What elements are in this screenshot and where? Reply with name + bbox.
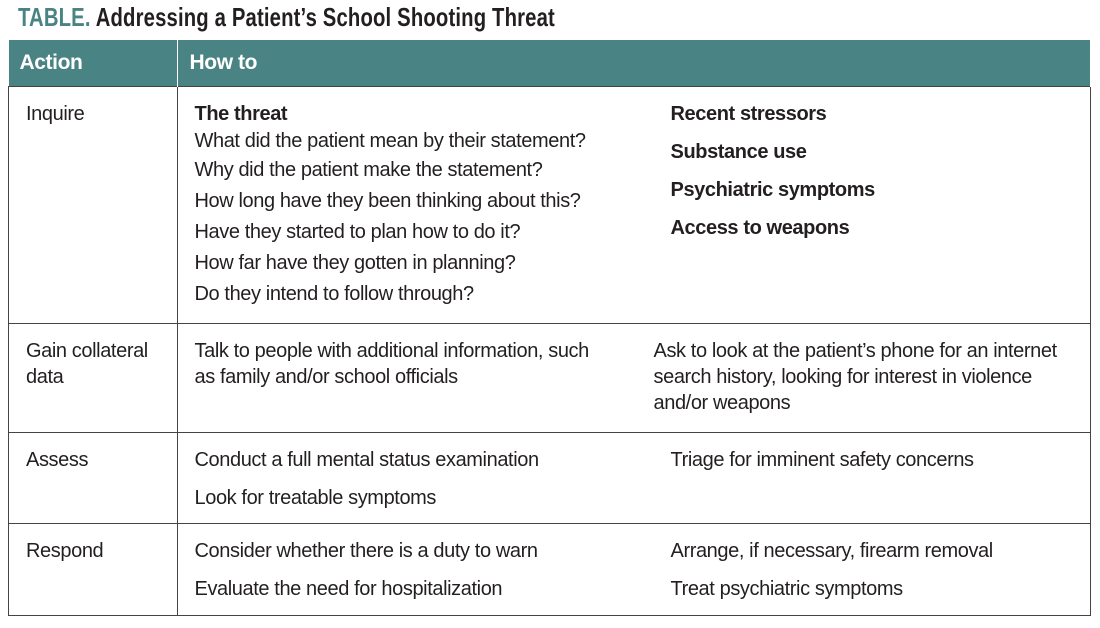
- cell-line: Conduct a full mental status examination: [194, 449, 539, 471]
- table-row: [9, 324, 1091, 433]
- cell-line: Consider whether there is a duty to warn: [194, 540, 538, 562]
- threat-table: [8, 40, 1091, 616]
- cell-line: How long have they been thinking about this?: [194, 190, 581, 212]
- cell-heading: Access to weapons: [670, 217, 850, 239]
- how-col2: [671, 95, 1091, 310]
- cell-heading: Recent stressors: [670, 103, 827, 125]
- cell-line: How far have they gotten in planning?: [194, 252, 516, 274]
- how-cell: [177, 87, 1091, 324]
- cell-line: Do they intend to follow through?: [194, 283, 474, 305]
- cell-line: Talk to people with additional information, such as family and/or school officials: [194, 340, 589, 388]
- cell-line: What did the patient mean by their statement?: [194, 130, 586, 152]
- header-action: Action: [9, 40, 178, 87]
- cell-heading: The threat: [194, 103, 288, 125]
- cell-line: Look for treatable symptoms: [194, 487, 437, 509]
- cell-line: Arrange, if necessary, firearm removal: [670, 540, 993, 562]
- how-cell: [177, 433, 1091, 524]
- table-row: [9, 433, 1091, 524]
- how-col2: [671, 538, 1091, 602]
- cell-line: Treat psychiatric symptoms: [670, 578, 903, 600]
- how-col1: [178, 538, 671, 602]
- cell-heading: Substance use: [670, 141, 807, 163]
- title-text: Addressing a Patient’s School Shooting Threat: [95, 2, 555, 32]
- cell-line: Triage for imminent safety concerns: [670, 449, 974, 471]
- action-cell: Gain collateral data: [9, 324, 178, 433]
- table-title: [18, 2, 555, 33]
- action-cell: Respond: [9, 524, 178, 616]
- header-how-to: How to: [177, 40, 1091, 87]
- cell-line: Why did the patient make the statement?: [194, 159, 543, 181]
- how-col1: [178, 447, 671, 511]
- cell-line: Ask to look at the patient’s phone for an internet search history, looking for interest in violence and/or weapons: [653, 340, 1057, 414]
- cell-line: Evaluate the need for hospitalization: [194, 578, 503, 600]
- cell-line: Have they started to plan how to do it?: [194, 221, 521, 243]
- cell-heading: Psychiatric symptoms: [670, 179, 875, 201]
- title-lead: TABLE.: [18, 2, 91, 32]
- action-cell: Assess: [9, 433, 178, 524]
- how-col1: [178, 101, 671, 310]
- table-row: [9, 87, 1091, 324]
- how-cell: [177, 324, 1091, 433]
- how-cell: [177, 524, 1091, 616]
- action-cell: Inquire: [9, 87, 178, 324]
- header-row: [9, 40, 1091, 87]
- table-row: [9, 524, 1091, 616]
